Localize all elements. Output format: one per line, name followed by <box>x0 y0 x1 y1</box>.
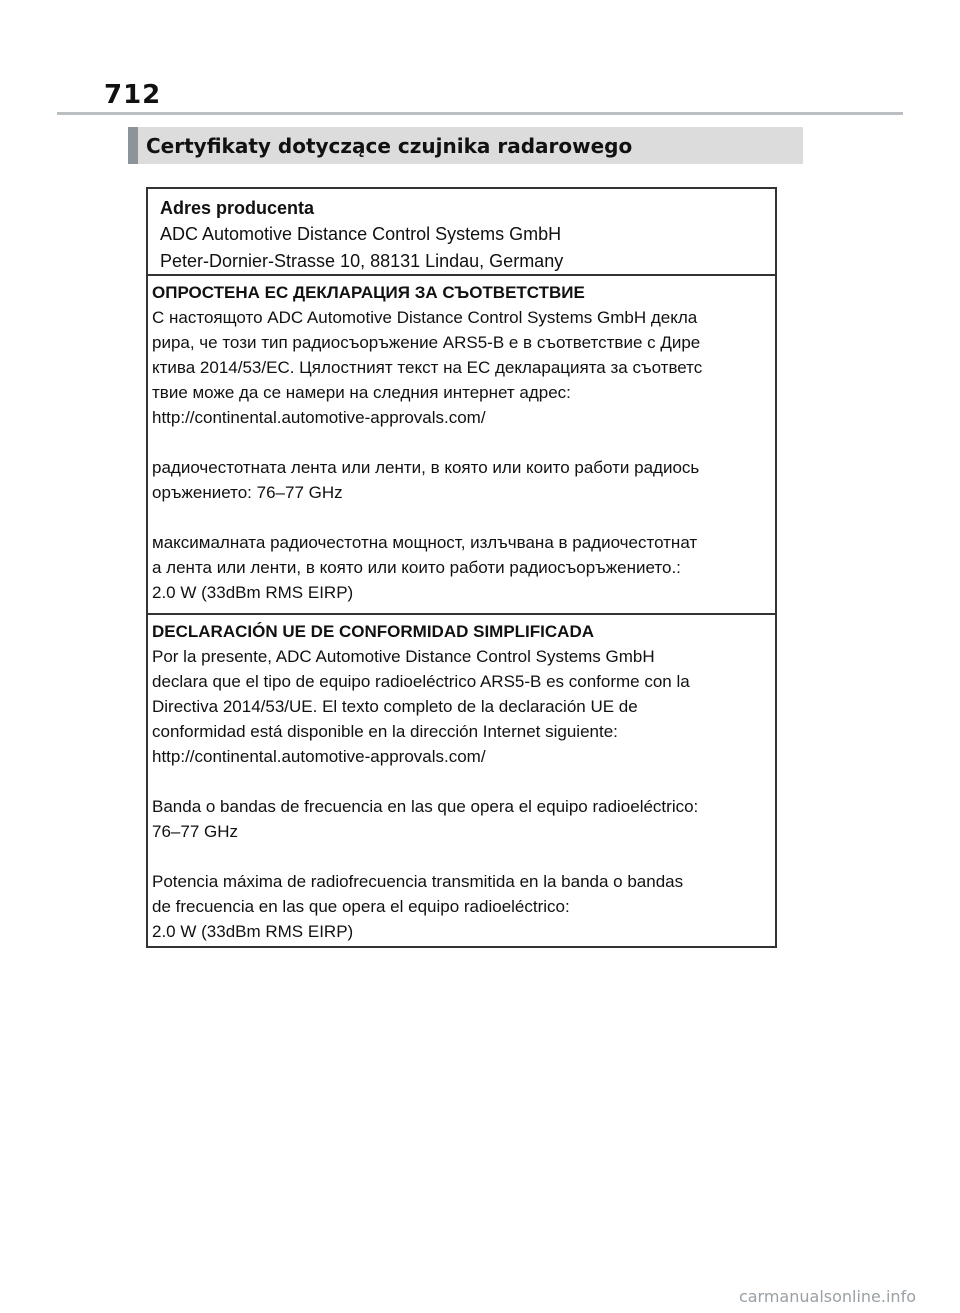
header-divider <box>57 112 903 115</box>
bulgarian-frequency-band: радиочестотната лента или ленти, в която или които работи радиось оръжението: 76–77 GHz <box>152 458 700 502</box>
manufacturer-name: ADC Automotive Distance Control Systems GmbH <box>160 224 562 244</box>
page-number: 712 <box>104 80 162 110</box>
site-watermark: carmanualsonline.info <box>738 1287 916 1306</box>
spanish-declaration <box>148 615 775 946</box>
spanish-declaration-statement: Por la presente, ADC Automotive Distance Control Systems GmbH declara que el tipo de equipo radioeléctrico ARS5-B es conforme con la Directiva 2014/53/UE. El texto completo de la declaración UE de conformidad está disponible en la dirección Internet siguiente: http://continental.automotive-approvals.com/ <box>152 647 690 766</box>
manufacturer-street: Peter-Dornier-Strasse 10, 88131 Lindau, Germany <box>160 251 564 271</box>
section-title: Certyfikaty dotyczące czujnika radarowego <box>128 127 803 164</box>
manufacturer-title: Adres producenta <box>160 198 315 218</box>
spanish-max-power: Potencia máxima de radiofrecuencia transmitida en la banda o bandas de frecuencia en las que opera el equipo radioeléctrico: 2.0 W (33dBm RMS EIRP) <box>152 872 684 941</box>
bulgarian-declaration-statement: С настоящото ADC Automotive Distance Control Systems GmbH декла рира, че този тип радиосъоръжение ARS5-B е в съответствие с Дире ктива 2014/53/ЕС. Цялостният текст на ЕС декларацията за съответс твие може да се намери на следния интернет адрес: http://continental.automotive-approvals.com/ <box>152 308 703 427</box>
bulgarian-declaration-title: ОПРОСТЕНА ЕС ДЕКЛАРАЦИЯ ЗА СЪОТВЕТСТВИЕ <box>152 283 585 302</box>
certificate-image <box>146 187 777 948</box>
spanish-frequency-band: Banda o bandas de frecuencia en las que opera el equipo radioeléctrico: 76–77 GHz <box>152 797 699 841</box>
bulgarian-declaration <box>148 276 775 615</box>
manufacturer-address-block <box>148 189 775 276</box>
bulgarian-max-power: максималната радиочестотна мощност, излъчвана в радиочестотнат а лента или ленти, в която или които работи радиосъоръжението.: 2.0 W (33dBm RMS EIRP) <box>152 533 698 602</box>
spanish-declaration-title: DECLARACIÓN UE DE CONFORMIDAD SIMPLIFICADA <box>152 622 594 641</box>
